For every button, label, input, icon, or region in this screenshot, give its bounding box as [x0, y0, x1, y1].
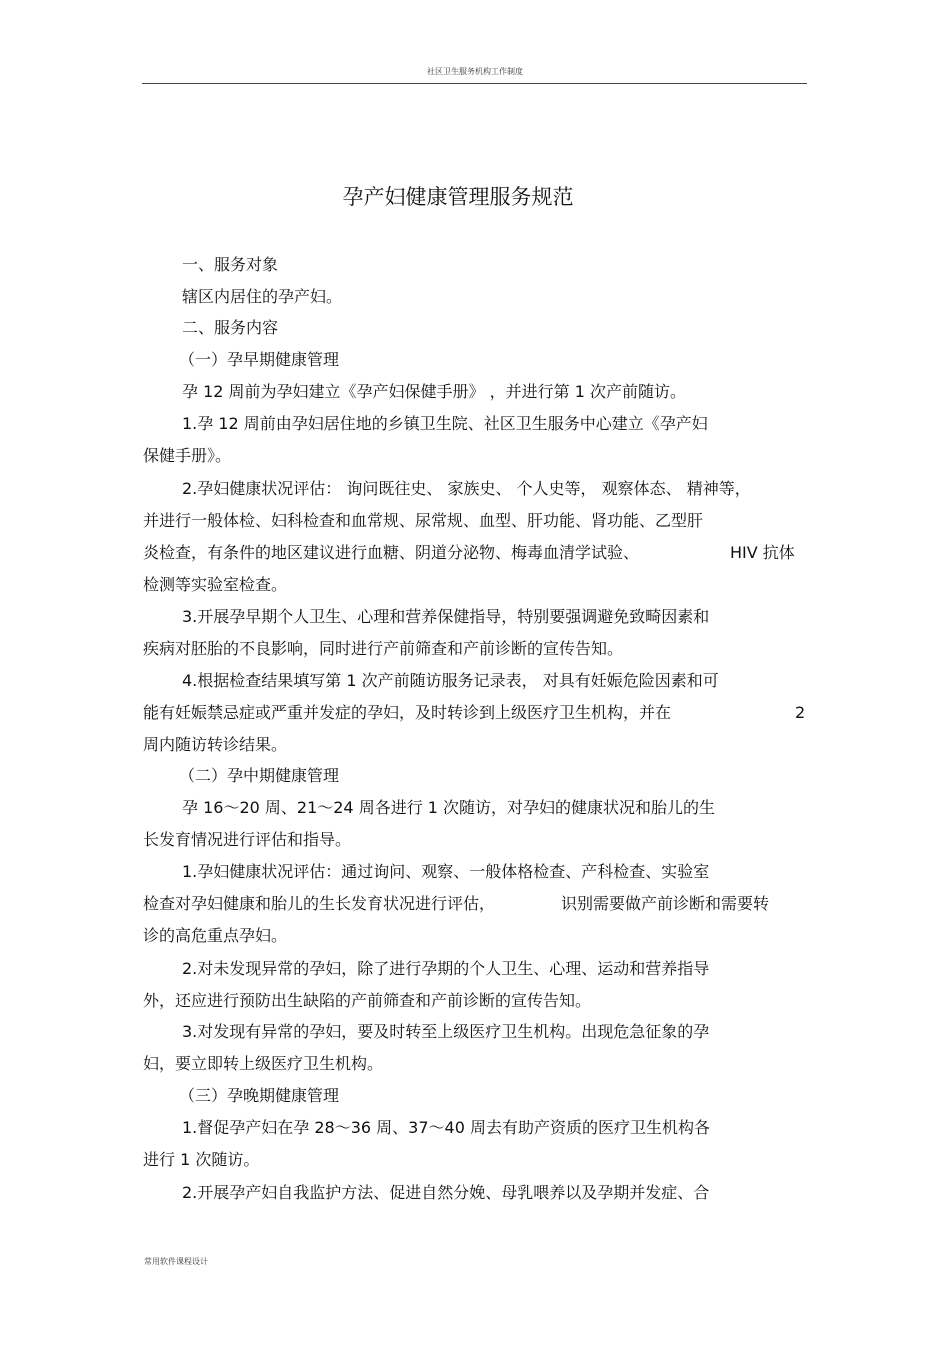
paragraph-line: 炎检查，有条件的地区建议进行血糖、阴道分泌物、梅毒血清学试验、: [143, 543, 640, 562]
paragraph-line: 2.孕妇健康状况评估： 询问既往史、 家族史、 个人史等， 观察体态、 精神等，: [182, 479, 751, 498]
paragraph-line: 检测等实验室检查。: [143, 575, 288, 594]
paragraph-line: 疾病对胚胎的不良影响，同时进行产前筛查和产前诊断的宣传告知。: [143, 639, 624, 658]
paragraph-line: 外，还应进行预防出生缺陷的产前筛查和产前诊断的宣传告知。: [143, 991, 592, 1010]
paragraph-line: 1.督促孕产妇在孕 28～36 周、37～40 周去有助产资质的医疗卫生机构各: [182, 1118, 710, 1137]
page-footer: 常用软件课程设计: [144, 1257, 208, 1266]
paragraph-line: 长发育情况进行评估和指导。: [143, 830, 352, 849]
paragraph-line: 保健手册》。: [143, 446, 232, 465]
paragraph-line: 并进行一般体检、妇科检查和血常规、尿常规、血型、肝功能、肾功能、乙型肝: [143, 511, 704, 530]
paragraph-line: 检查对孕妇健康和胎儿的生长发育状况进行评估，: [143, 894, 496, 913]
paragraph-line-tail: HIV 抗体: [730, 543, 795, 562]
paragraph-line: 孕 16～20 周、21～24 周各进行 1 次随访，对孕妇的健康状况和胎儿的生: [182, 798, 716, 817]
paragraph-line: 2.开展孕产妇自我监护方法、促进自然分娩、母乳喂养以及孕期并发症、合: [182, 1183, 710, 1202]
paragraph-line: 诊的高危重点孕妇。: [143, 926, 288, 945]
paragraph-line: 3.开展孕早期个人卫生、心理和营养保健指导，特别要强调避免致畸因素和: [182, 607, 710, 626]
paragraph-line: 妇，要立即转上级医疗卫生机构。: [143, 1054, 384, 1073]
page-header: 社区卫生服务机构工作制度: [427, 67, 523, 76]
document-title: 孕产妇健康管理服务规范: [342, 185, 574, 209]
paragraph-line-tail: 2: [795, 703, 806, 722]
paragraph-line: 3.对发现有异常的孕妇，要及时转至上级医疗卫生机构。出现危急征象的孕: [182, 1022, 710, 1041]
paragraph-line: 能有妊娠禁忌症或严重并发症的孕妇，及时转诊到上级医疗卫生机构，并在: [143, 703, 672, 722]
paragraph-line: 4.根据检查结果填写第 1 次产前随访服务记录表， 对具有妊娠危险因素和可: [182, 671, 719, 690]
paragraph-line: 进行 1 次随访。: [143, 1150, 260, 1169]
paragraph-line-tail: 识别需要做产前诊断和需要转: [561, 894, 770, 913]
subsection-heading: （三）孕晚期健康管理: [179, 1086, 340, 1105]
section-heading: 一、服务对象: [182, 255, 279, 274]
paragraph-line: 辖区内居住的孕产妇。: [182, 287, 343, 306]
paragraph-line: 2.对未发现异常的孕妇，除了进行孕期的个人卫生、心理、运动和营养指导: [182, 959, 710, 978]
paragraph-line: 1.孕 12 周前由孕妇居住地的乡镇卫生院、社区卫生服务中心建立《孕产妇: [182, 414, 708, 433]
subsection-heading: （一）孕早期健康管理: [179, 350, 340, 369]
subsection-heading: （二）孕中期健康管理: [179, 766, 340, 785]
paragraph-line: 孕 12 周前为孕妇建立《孕产妇保健手册》 ，并进行第 1 次产前随访。: [182, 382, 686, 401]
section-heading: 二、服务内容: [182, 318, 279, 337]
header-rule: [142, 83, 807, 84]
paragraph-line: 1.孕妇健康状况评估：通过询问、观察、一般体格检查、产科检查、实验室: [182, 862, 710, 881]
paragraph-line: 周内随访转诊结果。: [143, 735, 288, 754]
